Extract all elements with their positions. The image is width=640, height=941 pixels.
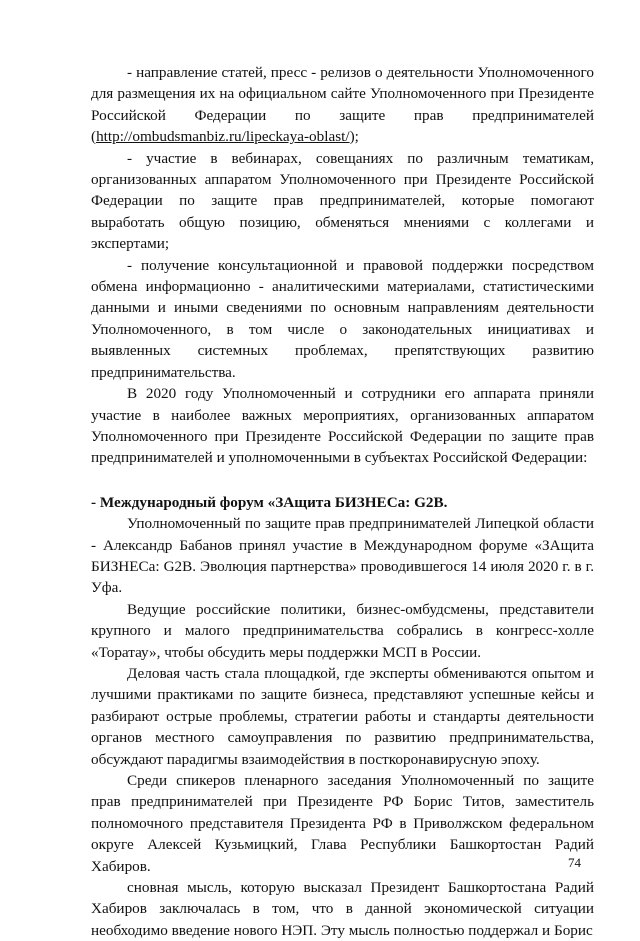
spacer xyxy=(91,469,594,492)
paragraph-events-2020: В 2020 году Уполномоченный и сотрудники его аппарата приняли участие в наиболее важных мероприятиях, организованных аппаратом Уполномоченного при Президенте Российской Федерации по защите прав предпринимателей и уполномоченными в субъектах Российской Федерации: xyxy=(91,385,594,467)
ombudsman-site-link[interactable]: http://ombudsmanbiz.ru/lipeckaya-oblast/ xyxy=(96,128,350,146)
forum-heading: - Международный форум «ЗАщита БИЗНЕСа: G2B. xyxy=(91,493,448,511)
paragraph-forum-participation: Уполномоченный по защите прав предпринимателей Липецкой области - Александр Бабанов принял участие в Международном форуме «ЗАщита БИЗНЕСа: G2B. Эволюция партнерства» проводившегося 14 июля 2020 г. в г. Уфа. xyxy=(91,515,594,597)
paragraph-speakers: Среди спикеров пленарного заседания Уполномоченный по защите прав предпринимателей при Президенте РФ Борис Титов, заместитель полномочного представителя Президента РФ в Приволжском федеральном округе Алексей Кузьмицкий, Глава Республики Башкортостан Радий Хабиров. xyxy=(91,772,594,875)
paragraph-business-part: Деловая часть стала площадкой, где эксперты обмениваются опытом и лучшими практиками по защите бизнеса, представляют успешные кейсы и разбирают острые проблемы, стратегии работы и стандарты деятельности органов местного самоуправления по развитию предпринимательства, обсуждают парадигмы взаимодействия в посткоронавирусную эпоху. xyxy=(91,664,594,768)
paragraph-main-idea: сновная мысль, которую высказал Президент Башкортостана Радий Хабиров заключалась в том, что в данной экономической ситуации необходимо введение нового НЭП. Эту мысль полностью поддержал и Борис xyxy=(91,879,594,939)
paragraph-webinars: - участие в вебинарах, совещаниях по различным тематикам, организованных аппаратом Уполномоченного при Президенте Российской Федерации по защите прав предпринимателей, которые помогают выработать общую позицию, обменяться мнениями с коллегами и экспертами; xyxy=(91,149,594,253)
paragraph-press-releases xyxy=(91,62,594,148)
page-number: 74 xyxy=(568,855,581,870)
paragraph-leading-politicians: Ведущие российские политики, бизнес-омбудсмены, представители крупного и малого предпринимательства собрались в конгресс-холле «Торатау», чтобы обсудить меры поддержки МСП в России. xyxy=(91,600,594,661)
paragraph-consulting: - получение консультационной и правовой поддержки посредством обмена информационно - аналитическими материалами, статистическими данными и иными сведениями по основным направлениям деятельности Уполномоченного, в том числе о законодательных инициативах и выявленных системных проблемах, препятствующих развитию предпринимательства. xyxy=(91,256,594,381)
paragraph-text: - направление статей, пресс - релизов о деятельности Уполномоченного для размещения их на официальном сайте Уполномоченного при Президенте Российской Федерации по защите прав предпринимателей ( xyxy=(91,64,594,146)
document-page xyxy=(91,62,594,941)
paragraph-text-end: ); xyxy=(349,128,359,146)
